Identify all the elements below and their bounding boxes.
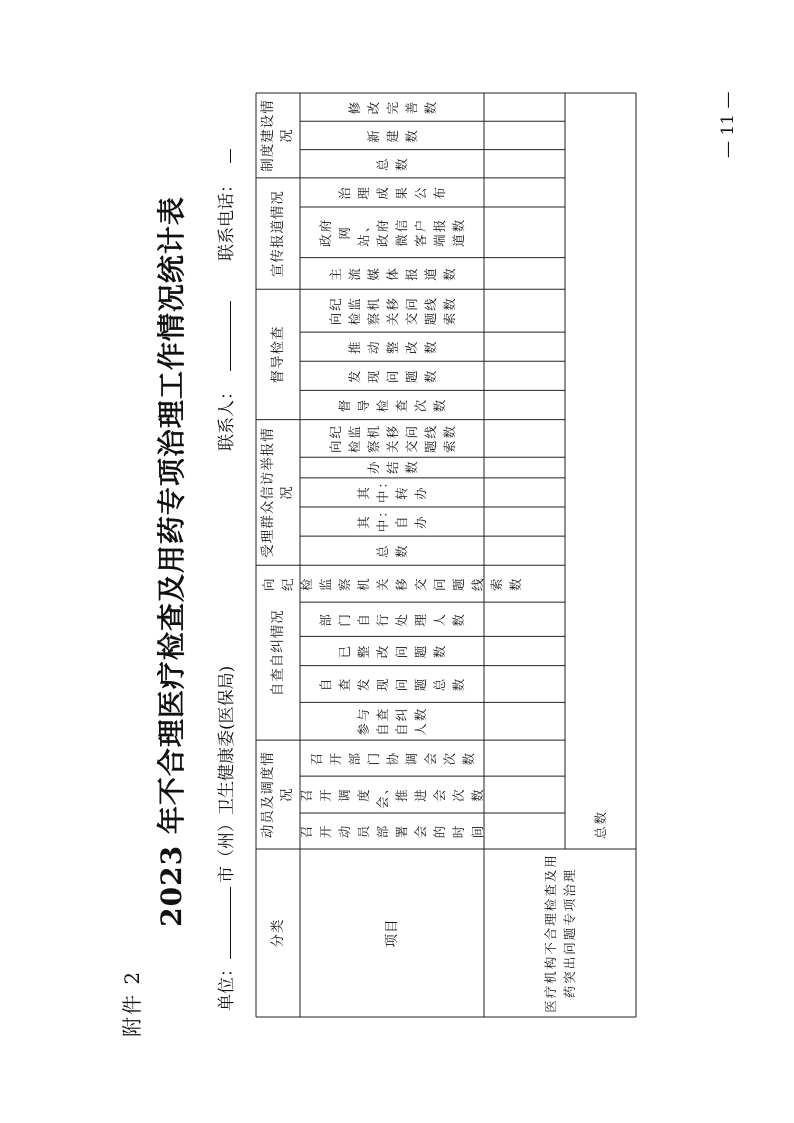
column-header-4-1-text: 政府网站、政府微信客户端报道数: [318, 217, 466, 247]
phone-label: 联系电话：: [217, 176, 237, 261]
group-header-1-text: 自查自纠情况: [269, 609, 286, 697]
column-header-1-1-text: 自查发现问题总数: [318, 676, 466, 692]
column-header-5-0: [300, 150, 484, 178]
corner-item-text: 项目: [383, 918, 400, 948]
column-header-2-3: [300, 457, 484, 478]
column-header-3-3: [300, 289, 484, 332]
group-header-5-text: 制度建设情况: [260, 99, 295, 172]
unit-suffix: 市（州）卫生健康委(医保局): [217, 665, 237, 883]
column-header-2-2: [300, 473, 484, 507]
attachment-label: 附件 2: [120, 969, 144, 1037]
column-header-1-3-text: 部门自行处理人数: [318, 612, 466, 627]
data-cell[interactable]: [484, 813, 565, 849]
column-header-0-2: [300, 740, 484, 776]
column-header-5-2: [300, 93, 484, 121]
data-cell[interactable]: [484, 178, 565, 207]
column-header-0-1-text: 召开调度会、推进会次数: [299, 779, 485, 809]
column-header-2-1-text: 其中：自办: [356, 503, 428, 533]
column-header-3-3-text: 向纪检监察机关移交问题线索数: [327, 296, 457, 326]
group-header-2: [256, 420, 300, 566]
data-cell[interactable]: [484, 93, 565, 121]
group-header-0: [256, 740, 300, 849]
column-header-4-2-text: 治理成果公布: [337, 185, 447, 200]
data-cell[interactable]: [484, 121, 565, 149]
column-header-4-2: [300, 178, 484, 207]
column-header-3-0: [300, 390, 484, 419]
data-cell[interactable]: [484, 420, 565, 458]
corner-item: [300, 849, 484, 1017]
data-cell[interactable]: [484, 776, 565, 813]
column-header-4-0: [300, 258, 484, 290]
group-header-2-text: 受理群众信访举报情况: [260, 427, 295, 558]
group-header-4-text: 宣传报道情况: [269, 190, 286, 278]
column-header-1-2-text: 已整改问题数: [337, 643, 447, 659]
data-cell[interactable]: [484, 332, 565, 361]
group-header-5: [256, 93, 300, 178]
data-cell[interactable]: [484, 636, 565, 665]
data-cell[interactable]: [484, 207, 565, 258]
column-header-4-1: [300, 207, 484, 258]
data-cell[interactable]: [484, 457, 565, 478]
column-header-2-0-text: 总数: [375, 543, 409, 558]
column-header-2-1: [300, 503, 484, 536]
group-header-4: [256, 178, 300, 289]
column-header-0-0: [300, 813, 484, 849]
data-cell[interactable]: [484, 258, 565, 290]
corner-category: [256, 849, 300, 1017]
page-title: 2023 年不合理医疗检查及用药专项治理工作情况统计表: [155, 196, 188, 927]
column-header-2-0: [300, 536, 484, 565]
column-header-5-2-text: 修改完善数: [346, 99, 438, 115]
data-cell[interactable]: [484, 565, 565, 602]
column-header-0-2-text: 召开部门协调会次数: [308, 750, 476, 766]
group-header-3: [256, 289, 300, 419]
row-label-text: 医疗机构不合理检查及用药突出问题专项治理: [543, 853, 577, 1013]
data-cell[interactable]: [484, 666, 565, 703]
corner-category-text: 分类: [269, 918, 286, 948]
group-header-0-text: 动员及调度情况: [260, 751, 295, 839]
column-header-5-0-text: 总数: [375, 156, 409, 171]
column-header-3-0-text: 督导检查次数: [337, 397, 447, 413]
column-header-5-1: [300, 121, 484, 149]
column-header-1-3: [300, 602, 484, 636]
data-cell[interactable]: [484, 702, 565, 740]
column-header-1-4: [261, 565, 523, 602]
column-header-0-0-text: 召开动员部署会的时间: [299, 823, 485, 839]
data-cell[interactable]: [484, 361, 565, 390]
column-header-2-3-text: 办结数: [365, 459, 419, 474]
total-row-label: [565, 83, 636, 849]
data-cell[interactable]: [484, 740, 565, 776]
column-header-1-0-text: 参与自查自纠人数: [356, 706, 428, 736]
total-row-label-text: 总数: [593, 809, 608, 839]
data-cell[interactable]: [484, 390, 565, 419]
group-header-3-text: 督导检查: [269, 325, 286, 384]
column-header-4-0-text: 主流媒体报道数: [327, 266, 457, 281]
data-cell[interactable]: [484, 150, 565, 178]
column-header-3-2-text: 推动整改数: [346, 339, 438, 354]
column-header-3-1-text: 发现问题数: [346, 368, 438, 384]
page-number: — 11 —: [718, 91, 738, 158]
column-header-0-1: [300, 776, 484, 813]
data-cell[interactable]: [484, 507, 565, 536]
column-header-3-2: [300, 332, 484, 361]
column-header-3-1: [300, 361, 484, 390]
column-header-2-4: [300, 420, 484, 458]
column-header-1-1: [300, 666, 484, 703]
data-cell[interactable]: [484, 478, 565, 507]
column-header-2-2-text: 其中：转办: [356, 473, 428, 503]
column-header-1-0: [300, 702, 484, 740]
data-cell[interactable]: [484, 602, 565, 636]
contact-label: 联系人：: [217, 383, 237, 451]
column-header-2-4-text: 向纪检监察机关移交问题线索数: [327, 423, 457, 453]
column-header-1-4-text: 向纪检监察机关移交问题线索数: [261, 576, 523, 591]
unit-label: 单位：: [217, 960, 237, 1011]
data-cell[interactable]: [484, 289, 565, 332]
data-cell[interactable]: [484, 536, 565, 565]
column-header-1-2: [300, 636, 484, 665]
column-header-5-1-text: 新建数: [365, 128, 419, 143]
row-label: [484, 849, 636, 1017]
